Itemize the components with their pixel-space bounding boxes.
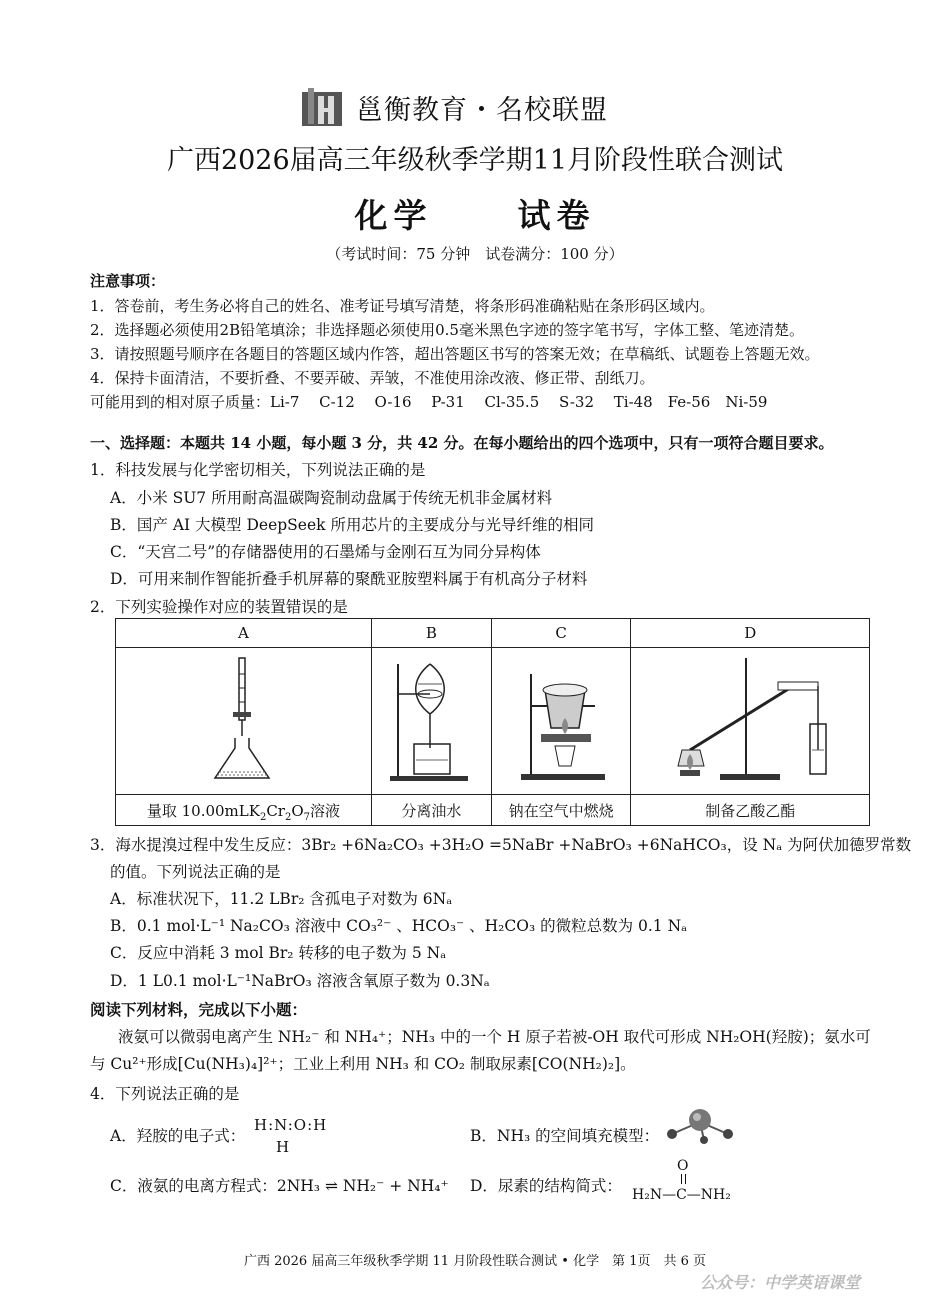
caption-d: 制备乙酸乙酯	[631, 795, 870, 826]
notice-item: 4．保持卡面清洁，不要折叠、不要弄破、弄皱，不准使用涂改液、修正带、刮纸刀。	[90, 369, 655, 387]
caption-b: 分离油水	[371, 795, 491, 826]
q3-option-c: C．反应中消耗 3 mol Br₂ 转移的电子数为 5 Nₐ	[110, 944, 447, 962]
q1-option-c: C．“天宫二号”的存储器使用的石墨烯与金刚石互为同分异构体	[110, 543, 541, 561]
col-header-c: C	[491, 619, 631, 648]
watermark: 公众号：中学英语课堂	[700, 1273, 861, 1292]
q4-stem: 4．下列说法正确的是	[90, 1085, 240, 1103]
caption-c: 钠在空气中燃烧	[491, 795, 631, 826]
subject-name: 化学	[354, 196, 433, 235]
apparatus-b-cell	[371, 648, 491, 795]
burette-flask-icon	[203, 654, 283, 784]
q4-option-c: C．液氨的电离方程式：2NH₃ ⇌ NH₂⁻ + NH₄⁺	[110, 1177, 449, 1195]
notice-item: 1．答卷前，考生务必将自己的姓名、准考证号填写清楚，将条形码准确粘贴在条形码区域内。	[90, 297, 715, 315]
section-heading: 一、选择题：本题共 14 小题，每小题 3 分，共 42 分。在每小题给出的四个选项中，只有一项符合题目要求。	[90, 434, 834, 452]
caption-a: 量取 $10.00mLK_2Cr_2O_7$溶液	[116, 795, 372, 826]
notice-item: 3．请按照题号顺序在各题目的答题区域内作答，超出答题区书写的答案无效；在草稿纸、试题卷上答题无效。	[90, 345, 820, 363]
q4-option-a: A．羟胺的电子式：	[110, 1127, 246, 1145]
school-logo-icon	[300, 86, 344, 128]
q2-stem: 2．下列实验操作对应的装置错误的是	[90, 598, 348, 616]
q1-stem: 1．科技发展与化学密切相关，下列说法正确的是	[90, 461, 426, 479]
notice-item: 2．选择题必须使用2B铅笔填涂；非选择题必须使用0.5毫米黑色字迹的签字笔书写，字体工整、笔迹清楚。	[90, 321, 804, 339]
q1-option-b: B．国产 AI 大模型 DeepSeek 所用芯片的主要成分与光导纤维的相同	[110, 516, 594, 534]
q1-option-a: A．小米 SU7 所用耐高温碳陶瓷制动盘属于传统无机非金属材料	[110, 489, 553, 507]
subject-suffix: 试卷	[517, 196, 596, 235]
subject-title	[0, 190, 950, 237]
urea-structure: H₂N—C—NH₂	[632, 1187, 731, 1203]
crucible-burner-icon	[511, 654, 611, 784]
nh3-space-filling-model-icon	[660, 1102, 740, 1146]
reading-p1: 液氨可以微弱电离产生 NH₂⁻ 和 NH₄⁺；NH₃ 中的一个 H 原子若被-OH 取代可形成 NH₂OH(羟胺)；氨水可	[118, 1028, 871, 1046]
q3-stem-cont: 的值。下列说法正确的是	[110, 863, 281, 881]
q3-stem: 3．海水提溴过程中发生反应：3Br₂ +6Na₂CO₃ +3H₂O =5NaBr +NaBrO₃ +6NaHCO₃，设 Nₐ 为阿伏加德罗常数	[90, 836, 912, 854]
reading-p2: 与 Cu²⁺形成[Cu(NH₃)₄]²⁺；工业上利用 NH₃ 和 CO₂ 制取尿素[CO(NH₂)₂]。	[90, 1055, 636, 1073]
apparatus-d-cell	[631, 648, 870, 795]
q3-option-d: D．1 L0.1 mol·L⁻¹NaBrO₃ 溶液含氧原子数为 0.3Nₐ	[110, 972, 490, 990]
apparatus-c-cell	[491, 648, 631, 795]
esterification-apparatus-icon	[660, 654, 840, 784]
apparatus-a-cell	[116, 648, 372, 795]
col-header-d: D	[631, 619, 870, 648]
exam-title: 广西2026届高三年级秋季学期11月阶段性联合测试	[166, 145, 784, 176]
hydroxylamine-lewis: H:N:O:H	[254, 1116, 328, 1134]
q3-option-b: B．0.1 mol·L⁻¹ Na₂CO₃ 溶液中 CO₃²⁻ 、HCO₃⁻ 、H₂CO₃ 的微粒总数为 0.1 Nₐ	[110, 917, 688, 935]
atomic-masses: 可能用到的相对原子质量：Li-7 C-12 O-16 P-31 Cl-35.5 S-32 Ti-48 Fe-56 Ni-59	[90, 393, 768, 411]
col-header-b: B	[371, 619, 491, 648]
hydroxylamine-lewis-h: H	[276, 1138, 290, 1156]
q3-option-a: A．标准状况下，11.2 LBr₂ 含孤电子对数为 6Nₐ	[110, 890, 453, 908]
apparatus-table	[115, 618, 870, 826]
urea-oxygen: O	[677, 1158, 689, 1174]
reading-title: 阅读下列材料，完成以下小题：	[90, 1000, 308, 1019]
urea-double-bond	[681, 1174, 686, 1184]
q1-option-d: D．可用来制作智能折叠手机屏幕的聚酰亚胺塑料属于有机高分子材料	[110, 570, 588, 588]
time-info: （考试时间：75 分钟 试卷满分：100 分）	[326, 245, 624, 263]
q4-option-b: B．NH₃ 的空间填充模型：	[470, 1127, 660, 1145]
separatory-funnel-icon	[386, 654, 476, 784]
page-footer: 广西 2026 届高三年级秋季学期 11 月阶段性联合测试 • 化学 第 1页 共 6 页	[243, 1254, 707, 1269]
org-name: 邕衡教育・名校联盟	[356, 95, 608, 126]
q4-option-d: D．尿素的结构简式：	[470, 1177, 622, 1195]
col-header-a: A	[116, 619, 372, 648]
notice-title: 注意事项：	[90, 272, 166, 290]
